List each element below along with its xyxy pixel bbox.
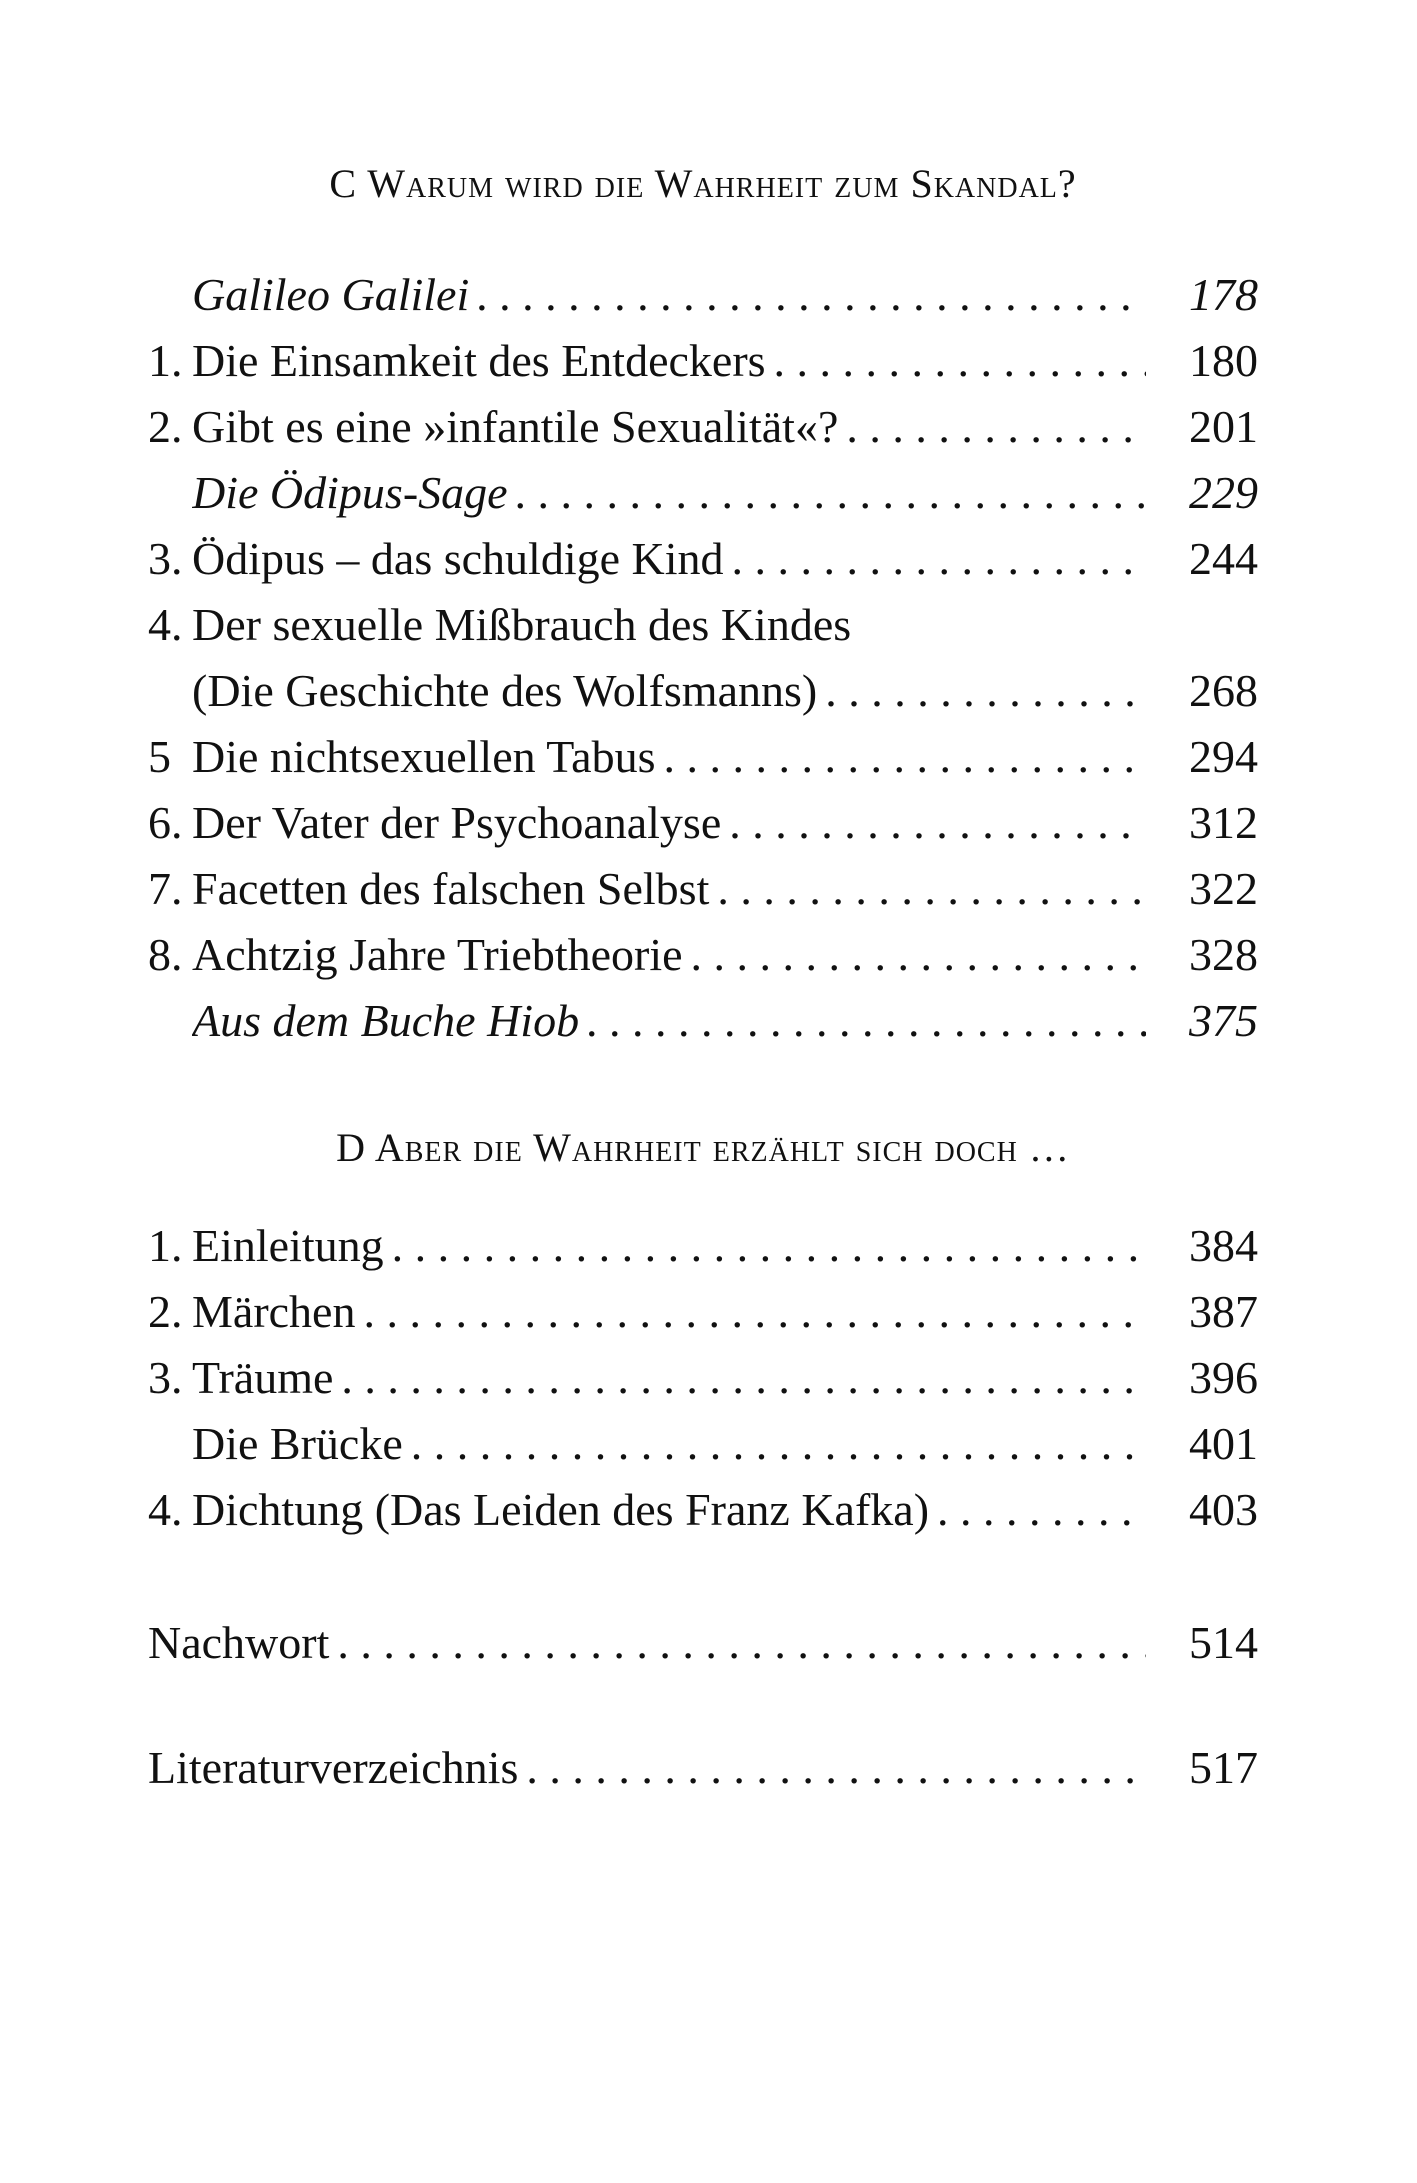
dot-leader xyxy=(846,394,1146,460)
entry-number: 2. xyxy=(148,1286,183,1337)
entry-page: 403 xyxy=(1189,1484,1258,1535)
entry-title: Galileo Galilei xyxy=(192,269,470,320)
dot-leader xyxy=(717,856,1146,922)
entry-page: 229 xyxy=(1189,467,1258,518)
dot-leader xyxy=(587,988,1146,1054)
toc-entry xyxy=(148,328,1258,394)
entry-page: 401 xyxy=(1189,1418,1258,1469)
toc-entry xyxy=(148,790,1258,856)
entry-page: 244 xyxy=(1189,533,1258,584)
entry-title: Der sexuelle Mißbrauch des Kindes xyxy=(192,599,852,650)
entry-title: Die nichtsexuellen Tabus xyxy=(192,731,656,782)
entry-title: Die Brücke xyxy=(192,1418,403,1469)
entry-title: Nachwort xyxy=(148,1617,330,1668)
dot-leader xyxy=(392,1213,1146,1279)
dot-leader xyxy=(663,724,1146,790)
entry-title: Achtzig Jahre Triebtheorie xyxy=(192,929,683,980)
toc-entry-literaturverzeichnis xyxy=(148,1735,1258,1801)
toc-entry xyxy=(148,592,1258,658)
entry-page: 180 xyxy=(1189,335,1258,386)
entry-page: 312 xyxy=(1189,797,1258,848)
entry-page: 384 xyxy=(1189,1220,1258,1271)
entry-number: 1. xyxy=(148,335,183,386)
dot-leader xyxy=(937,1477,1146,1543)
toc-entry xyxy=(148,460,1258,526)
dot-leader xyxy=(825,658,1146,724)
entry-page: 178 xyxy=(1189,269,1258,320)
entry-number: 7. xyxy=(148,863,183,914)
toc-entry xyxy=(148,856,1258,922)
toc-entry xyxy=(148,1411,1258,1477)
dot-leader xyxy=(774,328,1146,394)
entry-number: 1. xyxy=(148,1220,183,1271)
dot-leader xyxy=(516,460,1146,526)
dot-leader xyxy=(691,922,1146,988)
entry-title: Die Ödipus-Sage xyxy=(192,467,508,518)
toc-entry xyxy=(148,724,1258,790)
entry-title: Facetten des falschen Selbst xyxy=(192,863,710,914)
toc-entry xyxy=(148,262,1258,328)
toc-entry xyxy=(148,1477,1258,1543)
toc-entry xyxy=(148,1213,1258,1279)
dot-leader xyxy=(363,1279,1146,1345)
entry-page: 201 xyxy=(1189,401,1258,452)
entry-page: 514 xyxy=(1189,1617,1258,1668)
dot-leader xyxy=(411,1411,1146,1477)
entry-title: Märchen xyxy=(192,1286,356,1337)
toc-entry xyxy=(148,394,1258,460)
toc-entry xyxy=(148,526,1258,592)
entry-title: Literaturverzeichnis xyxy=(148,1742,519,1793)
entry-title: Träume xyxy=(192,1352,334,1403)
section-c-heading: C Warum wird die Wahrheit zum Skandal? xyxy=(329,161,1077,206)
section-d-heading: D Aber die Wahrheit erzählt sich doch … xyxy=(336,1125,1070,1170)
dot-leader xyxy=(341,1345,1146,1411)
dot-leader xyxy=(729,790,1146,856)
entry-title: Einleitung xyxy=(192,1220,384,1271)
entry-number: 2. xyxy=(148,401,183,452)
toc-entry-nachwort xyxy=(148,1610,1258,1676)
entry-number: 3. xyxy=(148,533,183,584)
entry-page: 387 xyxy=(1189,1286,1258,1337)
entry-page: 322 xyxy=(1189,863,1258,914)
dot-leader xyxy=(337,1610,1146,1676)
entry-number: 6. xyxy=(148,797,183,848)
entry-title: Gibt es eine »infantile Sexualität«? xyxy=(192,401,839,452)
entry-title: Die Einsamkeit des Entdeckers xyxy=(192,335,766,386)
toc-entry xyxy=(148,922,1258,988)
entry-page: 268 xyxy=(1189,665,1258,716)
entry-title: Dichtung (Das Leiden des Franz Kafka) xyxy=(192,1484,930,1535)
entry-title: Aus dem Buche Hiob xyxy=(192,995,580,1046)
entry-title: (Die Geschichte des Wolfsmanns) xyxy=(192,665,818,716)
toc-entry xyxy=(148,1279,1258,1345)
entry-number: 4. xyxy=(148,599,183,650)
entry-title: Der Vater der Psychoanalyse xyxy=(192,797,722,848)
entry-page: 294 xyxy=(1189,731,1258,782)
entry-page: 328 xyxy=(1189,929,1258,980)
toc-entry xyxy=(148,988,1258,1054)
dot-leader xyxy=(526,1735,1146,1801)
dot-leader xyxy=(732,526,1146,592)
entry-page: 375 xyxy=(1189,995,1258,1046)
entry-number: 4. xyxy=(148,1484,183,1535)
dot-leader xyxy=(477,262,1146,328)
entry-number: 3. xyxy=(148,1352,183,1403)
entry-page: 396 xyxy=(1189,1352,1258,1403)
entry-number: 5 xyxy=(148,731,171,782)
entry-title: Ödipus – das schuldige Kind xyxy=(192,533,724,584)
toc-entry xyxy=(148,1345,1258,1411)
entry-page: 517 xyxy=(1189,1742,1258,1793)
entry-number: 8. xyxy=(148,929,183,980)
toc-entry xyxy=(148,658,1258,724)
